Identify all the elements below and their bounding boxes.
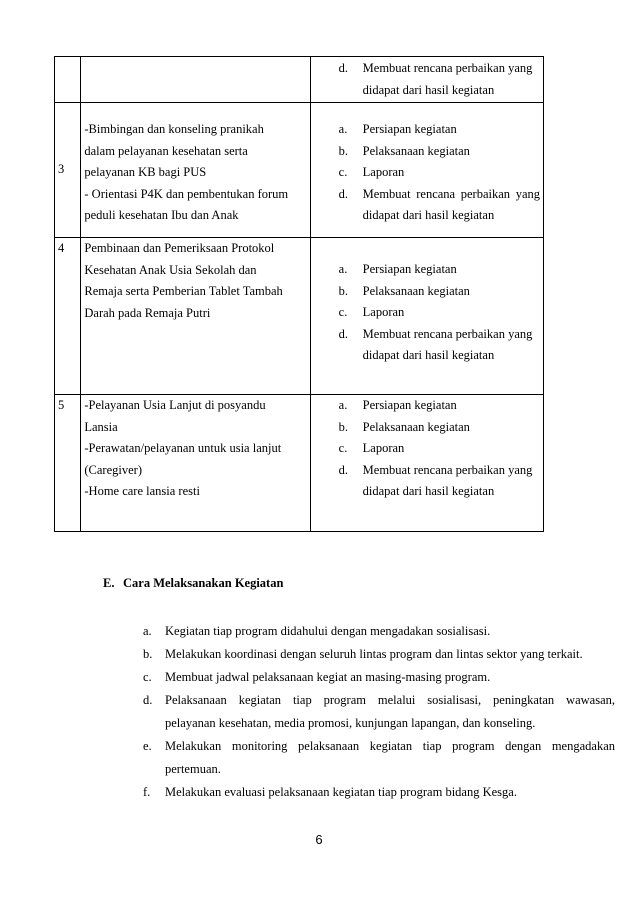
- step-item: a. Persiapan kegiatan: [338, 122, 457, 136]
- list-item: b. Melakukan koordinasi dengan seluruh lintas program dan lintas sektor yang terkait.: [143, 647, 583, 661]
- program-line: -Home care lansia resti: [84, 484, 200, 498]
- program-table: [54, 56, 544, 532]
- list-item: e. Melakukan monitoring pelaksanaan kegiatan tiap program dengan mengadakan: [143, 739, 615, 753]
- list-item: a. Kegiatan tiap program didahului dengan mengadakan sosialisasi.: [143, 624, 491, 638]
- program-cell: [81, 57, 310, 103]
- step-item: d. Membuat rencana perbaikan yang: [338, 186, 540, 201]
- steps-cell: [310, 57, 543, 103]
- program-line: Remaja serta Pemberian Tablet Tambah: [84, 284, 283, 298]
- row-number-cell: 4: [55, 238, 81, 395]
- page-number: 6: [315, 832, 323, 847]
- step-item: d. Membuat rencana perbaikan yang: [338, 326, 533, 341]
- program-line: -Perawatan/pelayanan untuk usia lanjut: [84, 441, 282, 455]
- program-line: Kesehatan Anak Usia Sekolah dan: [84, 262, 257, 277]
- program-line: peduli kesehatan Ibu dan Anak: [84, 208, 239, 222]
- steps-cell: [310, 395, 543, 532]
- program-line: (Caregiver): [84, 462, 142, 477]
- step-item-continuation: didapat dari hasil kegiatan: [362, 484, 495, 498]
- section-heading: [103, 576, 283, 591]
- step-item: a. Persiapan kegiatan: [338, 398, 457, 412]
- program-line: pelayanan KB bagi PUS: [84, 165, 207, 179]
- step-item: b. Pelaksanaan kegiatan: [338, 143, 470, 158]
- list-item: f. Melakukan evaluasi pelaksanaan kegiatan tiap program bidang Kesga.: [143, 785, 517, 799]
- program-cell: [81, 103, 310, 238]
- step-item: a. Persiapan kegiatan: [338, 262, 457, 276]
- program-line: dalam pelayanan kesehatan serta: [84, 143, 248, 158]
- table-row: [55, 103, 544, 238]
- program-line: Pembinaan dan Pemeriksaan Protokol: [84, 241, 275, 255]
- program-line: -Bimbingan dan konseling pranikah: [84, 122, 264, 136]
- table-row: [55, 238, 544, 395]
- section-title: Cara Melaksanakan Kegiatan: [123, 576, 284, 590]
- section-list: [143, 620, 615, 804]
- step-item: c. Laporan: [338, 165, 405, 179]
- table-row: [55, 395, 544, 532]
- steps-cell: [310, 103, 543, 238]
- row-number-cell: [55, 57, 81, 103]
- program-cell: [81, 238, 310, 395]
- step-item-continuation: didapat dari hasil kegiatan: [362, 348, 495, 362]
- step-item: b. Pelaksanaan kegiatan: [338, 283, 470, 298]
- program-line: Darah pada Remaja Putri: [84, 305, 211, 320]
- step-item: b. Pelaksanaan kegiatan: [338, 419, 470, 434]
- row-number-cell: 5: [55, 395, 81, 532]
- program-cell: [81, 395, 310, 532]
- list-item: c. Membuat jadwal pelaksanaan kegiat an masing-masing program.: [143, 670, 491, 684]
- step-item-continuation: didapat dari hasil kegiatan: [362, 82, 495, 97]
- steps-cell: [310, 238, 543, 395]
- step-item: d. Membuat rencana perbaikan yang: [338, 462, 533, 477]
- list-item: d. Pelaksanaan kegiatan tiap program melalui sosialisasi, peningkatan wawasan,: [143, 693, 615, 707]
- list-item-continuation: pelayanan kesehatan, media promosi, kunjungan lapangan, dan konseling.: [165, 716, 536, 730]
- program-line: -Pelayanan Usia Lanjut di posyandu: [84, 398, 266, 412]
- step-item: c. Laporan: [338, 441, 405, 455]
- section-letter: E.: [103, 576, 115, 590]
- step-item: d. Membuat rencana perbaikan yang: [338, 61, 533, 75]
- table-row: [55, 57, 544, 103]
- list-item-continuation: pertemuan.: [165, 762, 221, 776]
- program-line: Lansia: [84, 419, 118, 434]
- step-item-continuation: didapat dari hasil kegiatan: [362, 208, 495, 222]
- row-number-cell: 3: [55, 103, 81, 238]
- program-line: - Orientasi P4K dan pembentukan forum: [84, 186, 289, 201]
- step-item: c. Laporan: [338, 305, 405, 319]
